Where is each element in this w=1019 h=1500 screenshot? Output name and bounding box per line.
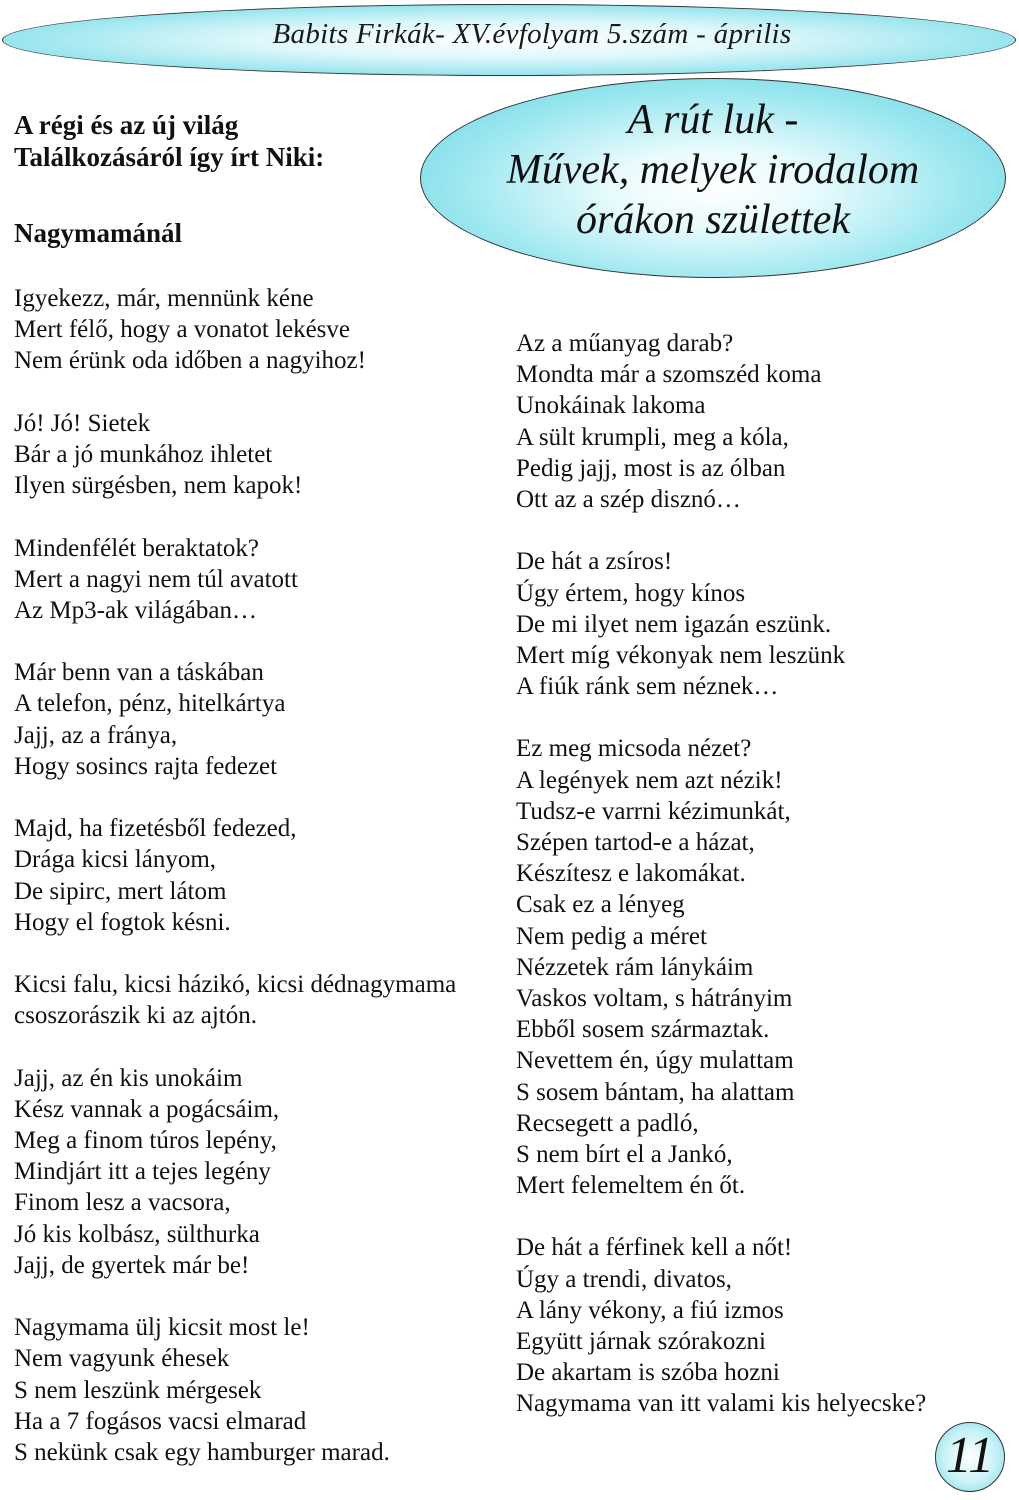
poem-line: A lány vékony, a fiú izmos <box>516 1296 784 1324</box>
poem-line: De mi ilyet nem igazán eszünk. <box>516 610 832 638</box>
poem-line: Tudsz-e varrni kézimunkát, <box>516 797 791 825</box>
poem-stanza <box>14 1063 456 1281</box>
poem-line: Az a műanyag darab? <box>516 330 734 357</box>
poem-line: De sipirc, mert látom <box>14 877 227 905</box>
header-title: Babits Firkák- XV.évfolyam 5.szám - április <box>272 18 792 50</box>
poem-line: Jajj, de gyertek már be! <box>14 1251 250 1279</box>
poem-line: Meg a finom túros lepény, <box>14 1127 277 1155</box>
poem-line: A telefon, pénz, hitelkártya <box>14 690 286 718</box>
poem-line: S sosem bántam, ha alattam <box>516 1078 795 1106</box>
poem-line: Hogy sosincs rajta fedezet <box>14 752 278 780</box>
poem-line: Jajj, az a fránya, <box>14 721 178 749</box>
poem-line: Kész vannak a pogácsáim, <box>14 1095 280 1123</box>
poem-line: Mindjárt itt a tejes legény <box>14 1158 271 1186</box>
poem-line: Nagymama ülj kicsit most le! <box>14 1314 310 1342</box>
poem-line: S nekünk csak egy hamburger marad. <box>14 1438 390 1466</box>
poem-line: Unokáinak lakoma <box>516 392 706 420</box>
poem-line: Készítesz e lakomákat. <box>516 860 746 888</box>
poem-title: Nagymamánál <box>14 218 182 248</box>
page-number-badge: 11 <box>935 1422 1005 1492</box>
poem-stanza <box>14 283 456 377</box>
poem-stanza <box>14 969 456 1031</box>
poem-line: Csak ez a lényeg <box>516 891 685 919</box>
poem-line: Majd, ha fizetésből fedezed, <box>14 815 297 843</box>
poem-line: Ilyen sürgésben, nem kapok! <box>14 472 303 500</box>
poem-line: Ez meg micsoda nézet? <box>516 735 752 763</box>
poem-line: Az Mp3-ak világában… <box>14 596 257 624</box>
poem-line: Ott az a szép disznó… <box>516 485 741 513</box>
poem-stanza <box>14 813 456 938</box>
poem-line: Mondta már a szomszéd koma <box>516 361 822 389</box>
poem-line: A fiúk ránk sem néznek… <box>516 673 779 701</box>
poem-stanza <box>516 328 926 515</box>
poem-line: Ha a 7 fogásos vacsi elmarad <box>14 1407 307 1435</box>
poem-line: De hát a férfinek kell a nőt! <box>516 1234 793 1262</box>
poem-line: A sült krumpli, meg a kóla, <box>516 423 789 451</box>
poem-stanza <box>516 733 926 1201</box>
poem-line: Finom lesz a vacsora, <box>14 1189 231 1217</box>
poem-line: Hogy el fogtok késni. <box>14 908 231 936</box>
poem-stanza <box>14 1312 456 1468</box>
poem-line: Jó! Jó! Sietek <box>14 409 151 437</box>
poem-line: De hát a zsíros! <box>516 548 673 576</box>
poem-line: Ebből sosem származtak. <box>516 1016 770 1044</box>
poem-right-column <box>516 328 926 1451</box>
poem-line: csoszorászik ki az ajtón. <box>14 1002 257 1030</box>
intro-heading <box>14 109 324 173</box>
poem-line: S nem bírt el a Jankó, <box>516 1140 733 1168</box>
poem-line: Nevettem én, úgy mulattam <box>516 1047 794 1075</box>
poem-line: Drága kicsi lányom, <box>14 846 217 874</box>
poem-left-column <box>14 283 456 1499</box>
poem-line: Mert a nagyi nem túl avatott <box>14 565 298 593</box>
poem-line: Recsegett a padló, <box>516 1109 699 1137</box>
poem-line: S nem leszünk mérgesek <box>14 1376 262 1404</box>
poem-stanza <box>14 408 456 502</box>
intro-line: A régi és az új világ <box>14 110 239 140</box>
poem-line: Jajj, az én kis unokáim <box>14 1064 243 1092</box>
poem-line: Nem vagyunk éhesek <box>14 1345 230 1373</box>
poem-line: Mert félő, hogy a vonatot lekésve <box>14 316 351 344</box>
poem-line: Pedig jajj, most is az ólban <box>516 454 786 482</box>
poem-line: Jó kis kolbász, sülthurka <box>14 1220 260 1248</box>
poem-line: Úgy a trendi, divatos, <box>516 1265 732 1293</box>
poem-line: Együtt járnak szórakozni <box>516 1328 766 1355</box>
poem-line: Nem érünk oda időben a nagyihoz! <box>14 347 366 375</box>
section-title <box>420 95 1006 245</box>
poem-stanza <box>516 546 926 702</box>
poem-stanza <box>14 533 456 627</box>
poem-line: Nézzetek rám lánykáim <box>516 953 754 981</box>
poem-line: Mindenfélét beraktatok? <box>14 534 260 562</box>
poem-line: Nem pedig a méret <box>516 922 707 950</box>
poem-line: Úgy értem, hogy kínos <box>516 579 746 607</box>
poem-line: Nagymama van itt valami kis helyecske? <box>516 1390 927 1418</box>
poem-line: A legények nem azt nézik! <box>516 766 783 794</box>
poem-line: Már benn van a táskában <box>14 659 264 687</box>
poem-line: Mert felemeltem én őt. <box>516 1172 746 1200</box>
intro-line: Találkozásáról így írt Niki: <box>14 142 325 172</box>
section-title-line: órákon születtek <box>575 197 851 243</box>
poem-line: Vaskos voltam, s hátrányim <box>516 984 793 1012</box>
poem-line: Igyekezz, már, mennünk kéne <box>14 285 314 312</box>
poem-line: Kicsi falu, kicsi házikó, kicsi dédnagymama <box>14 971 457 999</box>
poem-stanza <box>14 657 456 782</box>
poem-line: Szépen tartod-e a házat, <box>516 829 755 856</box>
section-title-line: A rút luk - <box>627 97 799 143</box>
section-title-line: Művek, melyek irodalom <box>506 147 920 193</box>
poem-line: De akartam is szóba hozni <box>516 1359 780 1387</box>
poem-stanza <box>516 1232 926 1419</box>
poem-line: Bár a jó munkához ihletet <box>14 440 273 468</box>
poem-line: Mert míg vékonyak nem leszünk <box>516 641 846 669</box>
